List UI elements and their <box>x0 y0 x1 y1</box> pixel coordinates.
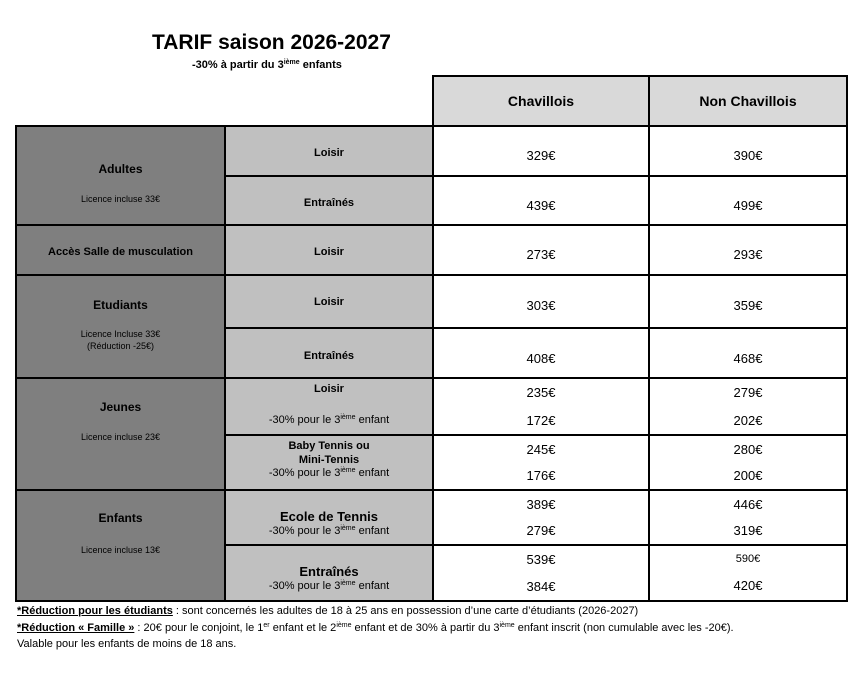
category-adultes <box>15 125 226 226</box>
price-value: 235€ <box>526 385 556 401</box>
price-cell <box>648 489 848 546</box>
footnote-text: enfant et de 30% à partir du 3 <box>351 622 500 634</box>
price-cell <box>432 327 650 379</box>
subcategory-loisir <box>224 274 434 329</box>
price-cell <box>432 377 650 436</box>
price-reduced-value: 384€ <box>526 579 556 594</box>
price-cell <box>648 125 848 177</box>
subcategory-entraines <box>224 327 434 379</box>
subcategory-loisir <box>224 224 434 276</box>
note-text-end: enfant <box>355 580 390 592</box>
price-reduced-value: 420€ <box>733 578 763 594</box>
subcategory-entraines <box>224 175 434 226</box>
price-cell <box>432 434 650 491</box>
category-label: Enfants <box>98 511 143 525</box>
price-cell <box>648 434 848 491</box>
price-cell <box>432 489 650 546</box>
footnote-text: : sont concernés les adultes de 18 à 25 ans en possession d’une carte d’étudiants (2026-2027) <box>172 605 639 617</box>
category-enfants <box>15 489 226 602</box>
footnote-validity: Valable pour les enfants de moins de 18 ans. <box>17 638 237 650</box>
subcategory-ecole-tennis <box>224 489 434 546</box>
subcategory-jeunes-loisir <box>224 377 434 436</box>
subcategory-label: Loisir <box>314 246 344 258</box>
price-value: 280€ <box>733 441 763 457</box>
category-etudiants <box>15 274 226 379</box>
subcategory-label: Baby Tennis ou <box>288 440 370 452</box>
subcategory-label: Ecole de Tennis <box>279 509 378 524</box>
note-sup: ième <box>340 467 356 474</box>
subcategory-label: Loisir <box>314 147 344 159</box>
price-reduced-value: 176€ <box>526 468 556 484</box>
licence-info: Licence incluse 33€ <box>80 194 161 204</box>
price-cell <box>648 327 848 379</box>
third-child-note <box>269 414 389 426</box>
category-musculation <box>15 224 226 276</box>
footnote-sup: er <box>263 622 270 629</box>
price-reduced-value: 279€ <box>526 523 556 539</box>
price-reduced-value: 172€ <box>526 412 556 428</box>
price-value: 273€ <box>526 247 556 262</box>
price-value: 439€ <box>526 198 556 213</box>
category-label: Jeunes <box>99 400 142 414</box>
subcategory-label: Loisir <box>314 383 344 395</box>
note-sup: ième <box>340 414 356 421</box>
page-title: TARIF saison 2026-2027 <box>152 31 391 54</box>
price-cell <box>648 224 848 276</box>
third-child-note <box>269 525 389 537</box>
licence-info: Licence incluse 23€ <box>80 432 161 442</box>
column-header-chavillois <box>432 75 650 127</box>
price-cell <box>648 544 848 602</box>
note-sup: ième <box>340 580 356 587</box>
price-cell <box>432 274 650 329</box>
price-reduced-value: 202€ <box>733 412 763 428</box>
subcategory-label: Mini-Tennis <box>298 454 360 466</box>
footnote-title: *Réduction « Famille » <box>17 622 135 634</box>
column-header-non-chavillois <box>648 75 848 127</box>
category-label: Accès Salle de musculation <box>48 246 193 258</box>
price-value: 389€ <box>526 496 556 512</box>
note-text: -30% pour le 3 <box>268 414 341 426</box>
price-cell <box>648 175 848 226</box>
note-text: -30% pour le 3 <box>268 580 341 592</box>
price-reduced-value: 200€ <box>733 468 763 484</box>
price-value: 590€ <box>735 552 761 565</box>
price-value: 468€ <box>733 351 763 366</box>
price-value: 245€ <box>526 441 556 457</box>
note-sup: ième <box>340 525 356 532</box>
price-value: 329€ <box>526 148 556 163</box>
price-value: 539€ <box>526 552 556 567</box>
page-subtitle <box>192 59 342 71</box>
footnote-text: enfant inscrit (non cumulable avec les -20€). <box>514 622 734 634</box>
footnote-title: *Réduction pour les étudiants <box>17 605 173 617</box>
price-cell <box>432 175 650 226</box>
footnote-famille <box>17 622 734 634</box>
price-cell <box>648 274 848 329</box>
price-value: 408€ <box>526 351 556 366</box>
category-jeunes <box>15 377 226 491</box>
price-cell <box>432 125 650 177</box>
subcategory-label: Entraînés <box>299 564 359 579</box>
licence-info: Licence Incluse 33€ <box>80 329 161 339</box>
subcategory-label: Entraînés <box>303 350 355 362</box>
subcategory-loisir <box>224 125 434 177</box>
subcategory-baby-tennis <box>224 434 434 491</box>
subcategory-label: Entraînés <box>303 197 355 209</box>
licence-info: Licence incluse 13€ <box>80 545 161 555</box>
subcategory-label: Loisir <box>314 296 344 308</box>
price-cell <box>648 377 848 436</box>
column-header-label: Non Chavillois <box>699 93 797 109</box>
third-child-note <box>269 467 389 479</box>
subtitle-text: -30% à partir du 3 <box>192 59 284 71</box>
price-value: 446€ <box>733 496 763 512</box>
note-text-end: enfant <box>355 414 390 426</box>
footnote-sup: ième <box>499 622 515 629</box>
price-value: 359€ <box>733 298 763 313</box>
subtitle-sup: ième <box>283 59 300 66</box>
third-child-note <box>269 580 389 592</box>
note-text-end: enfant <box>355 467 390 479</box>
subtitle-text-end: enfants <box>299 59 342 71</box>
note-text: -30% pour le 3 <box>268 525 341 537</box>
price-value: 499€ <box>733 198 763 213</box>
price-value: 279€ <box>733 385 763 401</box>
price-value: 303€ <box>526 298 556 313</box>
price-value: 390€ <box>733 148 763 163</box>
note-text: -30% pour le 3 <box>268 467 341 479</box>
footnote-text: enfant et le 2 <box>269 622 337 634</box>
price-reduced-value: 319€ <box>733 523 763 539</box>
category-label: Adultes <box>98 162 143 176</box>
footnote-etudiants <box>17 605 638 617</box>
price-cell <box>432 224 650 276</box>
price-cell <box>432 544 650 602</box>
reduction-info: (Réduction -25€) <box>86 341 155 351</box>
note-text-end: enfant <box>355 525 390 537</box>
price-value: 293€ <box>733 247 763 262</box>
subcategory-enfants-entraines <box>224 544 434 602</box>
category-label: Etudiants <box>93 298 148 312</box>
footnote-text: : 20€ pour le conjoint, le 1 <box>134 622 264 634</box>
column-header-label: Chavillois <box>507 93 575 109</box>
footnote-sup: ième <box>336 622 352 629</box>
